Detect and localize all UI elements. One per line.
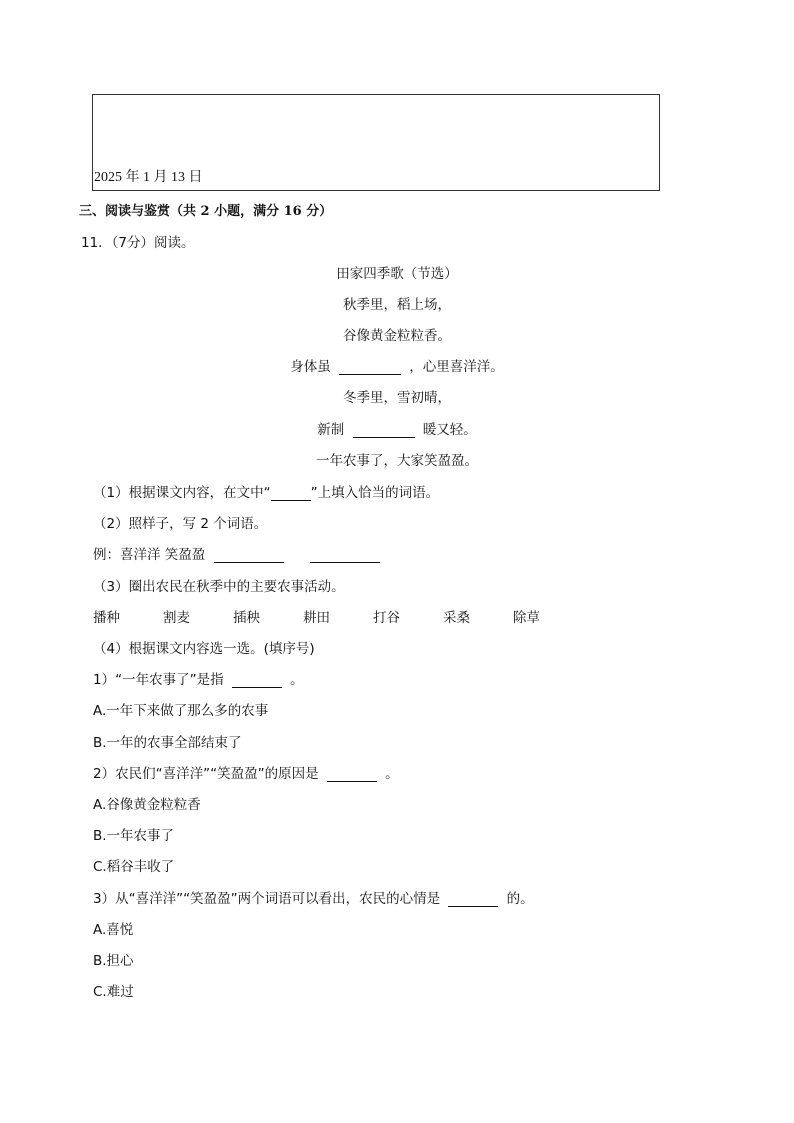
activity-item[interactable]: 插秧 <box>233 610 260 626</box>
sub-question-4: （4）根据课文内容选一选。(填序号) <box>93 641 315 657</box>
sub-question-3: （3）圈出农民在秋季中的主要农事活动。 <box>93 579 345 595</box>
example-line <box>93 543 384 563</box>
poem-line-6: 一年农事了，大家笑盈盈。 <box>316 453 478 469</box>
choice-question-3-end: 的。 <box>506 891 534 907</box>
choice-question-2 <box>93 762 399 782</box>
option-item: B.担心 <box>93 953 134 969</box>
poem-line-5-end: 暖又轻。 <box>422 422 477 438</box>
poem-line-3-start: 身体虽 <box>290 359 331 375</box>
option-item: C.难过 <box>93 984 134 1000</box>
activity-item[interactable]: 打谷 <box>373 610 400 626</box>
poem-line-5-start: 新制 <box>317 422 345 438</box>
choice-question-2-end: 。 <box>385 766 399 782</box>
activity-item[interactable]: 播种 <box>93 610 120 626</box>
question-intro: 11．（7分）阅读。 <box>81 235 195 251</box>
choice-blank-1[interactable] <box>232 673 282 688</box>
poem-line-2: 谷像黄金粒粒香。 <box>343 328 451 344</box>
choice-blank-2[interactable] <box>327 767 377 782</box>
sub-question-1 <box>93 481 439 501</box>
choice-question-2-text: 2）农民们“喜洋洋”“笑盈盈”的原因是 <box>93 766 319 782</box>
choice-question-3 <box>93 887 534 907</box>
choice-question-1-text: 1）“一年农事了”是指 <box>93 672 224 688</box>
sub-question-1-start: （1）根据课文内容，在文中“ <box>93 485 271 501</box>
poem-line-4: 冬季里，雪初晴， <box>343 390 451 406</box>
poem-blank-1[interactable] <box>339 360 401 375</box>
choice-question-3-text: 3）从“喜洋洋”“笑盈盈”两个词语可以看出，农民的心情是 <box>93 891 441 907</box>
sub-question-2: （2）照样子，写 2 个词语。 <box>93 516 268 532</box>
activity-item[interactable]: 采桑 <box>443 610 470 626</box>
option-item: B.一年农事了 <box>93 828 175 844</box>
date-text: 2025 年 1 月 13 日 <box>94 170 203 185</box>
choice-blank-3[interactable] <box>448 892 498 907</box>
example-text: 例：喜洋洋 笑盈盈 <box>93 547 206 563</box>
option-item: A.一年下来做了那么多的农事 <box>93 703 269 719</box>
section-title: 三、阅读与鉴赏（共 2 小题，满分 16 分） <box>79 204 333 219</box>
poem-line-3 <box>0 355 794 375</box>
activity-item[interactable]: 除草 <box>513 610 540 626</box>
poem-line-1: 秋季里，稻上场， <box>343 297 451 313</box>
sub1-blank-sample <box>271 486 311 501</box>
activity-item[interactable]: 割麦 <box>163 610 190 626</box>
activity-item[interactable]: 耕田 <box>303 610 330 626</box>
poem-line-3-end: ，心里喜洋洋。 <box>409 359 504 375</box>
choice-question-1 <box>93 668 304 688</box>
poem-blank-2[interactable] <box>353 423 415 438</box>
answer-box <box>92 94 660 191</box>
example-blank-2[interactable] <box>310 548 380 563</box>
option-item: B.一年的农事全部结束了 <box>93 735 242 751</box>
choice-question-1-end: 。 <box>290 672 304 688</box>
example-blank-1[interactable] <box>214 548 284 563</box>
poem-line-5 <box>0 418 794 438</box>
option-item: C.稻谷丰收了 <box>93 859 175 875</box>
poem-title: 田家四季歌（节选） <box>336 266 458 282</box>
option-item: A.谷像黄金粒粒香 <box>93 797 201 813</box>
sub-question-1-end: ”上填入恰当的词语。 <box>310 485 440 501</box>
option-item: A.喜悦 <box>93 922 134 938</box>
